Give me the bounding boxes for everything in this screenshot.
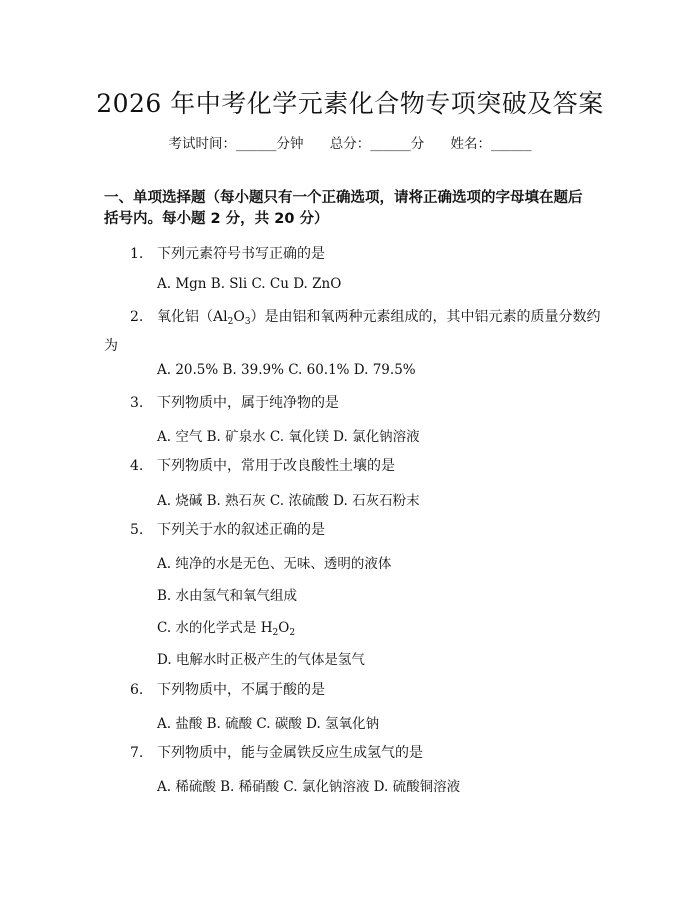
exam-score: 总分：______分 bbox=[329, 136, 425, 152]
question-stem: 下列物质中，不属于酸的是 bbox=[157, 682, 325, 698]
question-5-option-b: B. 水由氢气和氧气组成 bbox=[157, 588, 298, 604]
question-7 bbox=[104, 739, 604, 768]
subscript: 3 bbox=[244, 317, 251, 327]
question-stem-part: ）是由铝和氧两种元素组成的，其中铝元素的质量分数约为 bbox=[104, 309, 601, 354]
question-stem: 下列物质中，常用于改良酸性土壤的是 bbox=[157, 458, 395, 474]
question-stem: 下列物质中，能与金属铁反应生成氢气的是 bbox=[157, 745, 423, 761]
question-number: 7. bbox=[130, 745, 144, 761]
question-number: 3. bbox=[130, 395, 144, 411]
question-stem-part: 氧化铝（Al bbox=[157, 309, 228, 325]
question-2 bbox=[104, 303, 604, 361]
question-3-options: A. 空气 B. 矿泉水 C. 氧化镁 D. 氯化钠溶液 bbox=[157, 429, 420, 445]
question-5-option-d: D. 电解水时正极产生的气体是氢气 bbox=[157, 652, 365, 668]
exam-meta bbox=[0, 132, 700, 152]
subscript: 2 bbox=[272, 628, 279, 638]
question-number: 6. bbox=[130, 682, 144, 698]
question-5 bbox=[104, 516, 604, 545]
question-5-option-c bbox=[157, 616, 295, 636]
section-heading: 一、单项选择题（每小题只有一个正确选项，请将正确选项的字母填在题后括号内。每小题 2 分，共 20 分） bbox=[104, 190, 583, 227]
question-4-options: A. 烧碱 B. 熟石灰 C. 浓硫酸 D. 石灰石粉末 bbox=[157, 493, 420, 509]
question-number: 1. bbox=[130, 246, 144, 262]
option-text: C. 水的化学式是 H bbox=[157, 620, 273, 636]
page-title: 2026 年中考化学元素化合物专项突破及答案 bbox=[96, 89, 604, 118]
subscript: 2 bbox=[289, 628, 296, 638]
question-stem: 下列元素符号书写正确的是 bbox=[157, 246, 325, 262]
question-number: 2. bbox=[130, 309, 144, 325]
question-stem: 下列关于水的叙述正确的是 bbox=[157, 522, 325, 538]
option-text: O bbox=[278, 620, 290, 636]
question-stem-part: O bbox=[233, 309, 245, 325]
question-4 bbox=[104, 452, 604, 481]
subscript: 2 bbox=[227, 317, 234, 327]
question-6 bbox=[104, 676, 604, 705]
exam-time: 考试时间：______分钟 bbox=[168, 136, 304, 152]
question-1 bbox=[104, 240, 604, 269]
question-2-options: A. 20.5% B. 39.9% C. 60.1% D. 79.5% bbox=[157, 362, 416, 378]
question-number: 4. bbox=[130, 458, 144, 474]
student-name: 姓名：______ bbox=[450, 136, 532, 152]
question-stem: 下列物质中，属于纯净物的是 bbox=[157, 395, 339, 411]
question-7-options: A. 稀硫酸 B. 稀硝酸 C. 氯化钠溶液 D. 硫酸铜溶液 bbox=[157, 779, 461, 795]
question-3 bbox=[104, 389, 604, 418]
question-6-options: A. 盐酸 B. 硫酸 C. 碳酸 D. 氢氧化钠 bbox=[157, 716, 380, 732]
question-5-option-a: A. 纯净的水是无色、无味、透明的液体 bbox=[157, 556, 392, 572]
question-number: 5. bbox=[130, 522, 144, 538]
question-1-options: A. Mgn B. Sli C. Cu D. ZnO bbox=[157, 276, 342, 292]
